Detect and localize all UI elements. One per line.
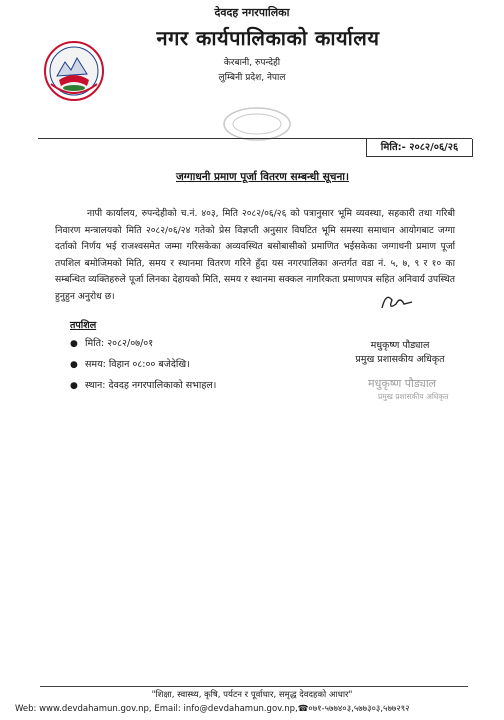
notice-body-text: नापी कार्यालय, रुपन्देहीको च.नं. ४०३, मिति २०८२/०६/२६ को पत्रानुसार भूमि व्यवस्था, सहकारी तथा गरिबी निवारण मन्त्रालयको मिति २०८२/०६/२४ गतेको प्रेस विज्ञप्ती अनुसार विघटित भूमि समस्या समाधान आयोगबाट जग्गा दर्ताको निर्णय भई राजश्वसमेत जम्मा गरिसकेका अव्यवस्थित बसोबासीको प्रमाणित भईसकेका जग्गाधनी प्रमाण पूर्जा तपशिल बमोजिमको मिति, समय र स्थानमा वितरण गरिने हुँदा यस नगरपालिका अन्तर्गत वडा नं. ५, ७, ९ र १० का सम्बन्धित व्यक्तिहरुले पूर्जा लिनका देहायको मिति, समय र स्थानमा सक्कल नागरिकता प्रमाणपत्र सहित अनिवार्य उपस्थित हुनुहुन अनुरोध छ। [55,208,455,302]
footer-divider [40,686,468,687]
schedule-item-venue [70,378,216,391]
office-stamp-icon [222,106,292,142]
municipality-name: देवदह नगरपालिका [214,6,290,19]
bullet-icon: ● [70,381,78,391]
office-title: नगर कार्यपालिकाको कार्यालय [156,26,380,50]
schedule-title: तपशिल [70,320,97,331]
footer-slogan: "शिक्षा, स्वास्थ्य, कृषि, पर्यटन र पूर्वाधार, समृद्ध देवदहको आधार" [151,690,353,700]
notice-subject: जग्गाधनी प्रमाण पूर्जा वितरण सम्बन्धी सूचना। [176,171,350,183]
schedule-item-text: स्थान: देवदह नगरपालिकाको सभाहल। [85,380,217,391]
bullet-icon: ● [70,360,78,370]
address-line-1: केरबानी, रुपन्देही [223,58,281,68]
notice-date: मिति:- २०८२/०६/२६ [366,139,473,157]
signature-icon [378,290,418,314]
address-line-2: लुम्बिनी प्रदेश, नेपाल [218,73,286,83]
footer-contact: Web: www.devdahamun.gov.np, Email: info@devdahamun.gov.np,☎०७१-५७७४०३,५७७३०३,५७७२९२ [15,704,410,714]
schedule-item-time [70,357,190,370]
bullet-icon: ● [70,339,78,349]
signatory-title: प्रमुख प्रशासकीय अधिकृत [355,354,445,365]
signatory-stamp-title: प्रमुख प्रशासकीय अधिकृत [378,392,449,401]
signatory-stamp-name: मधुकृष्ण पौड्याल [368,377,437,390]
schedule-item-text: मिति: २०८२/०७/०१ [85,338,154,349]
signatory-name: मधुकृष्ण पौड्याल [370,340,430,351]
schedule-item-text: समय: विहान ०८:०० बजेदेखि। [85,359,190,370]
schedule-item-date [70,336,153,349]
